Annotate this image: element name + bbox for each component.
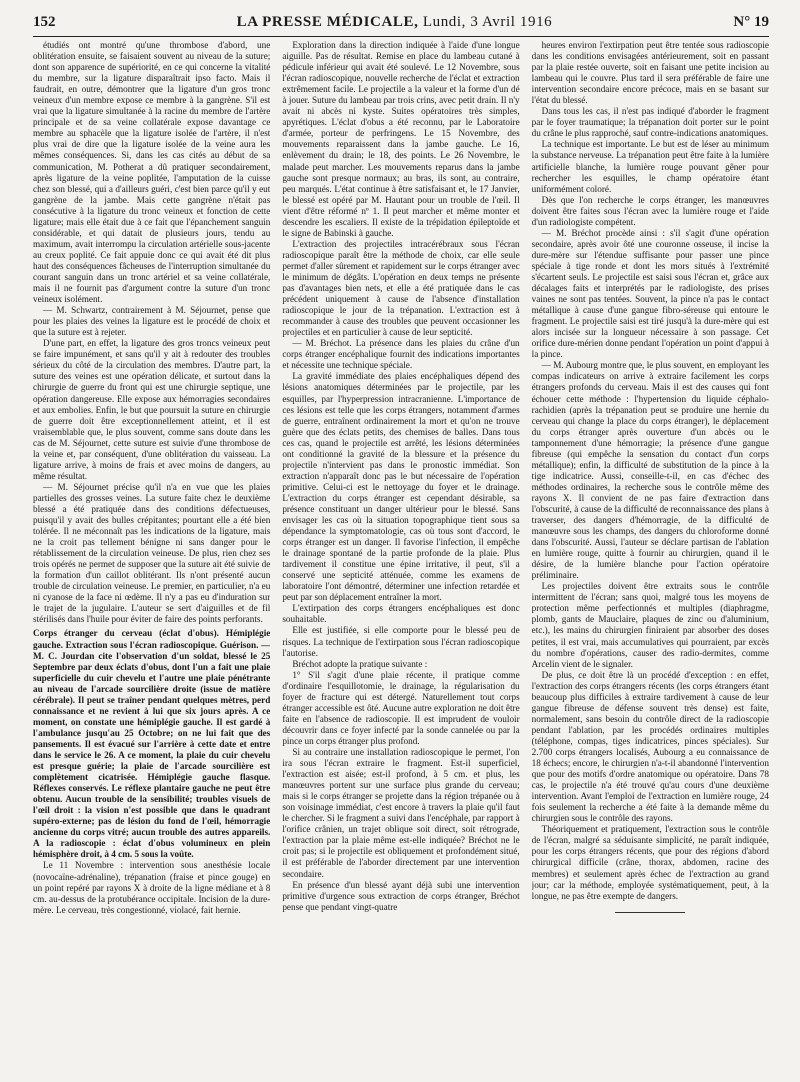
paragraph: Théoriquement et pratiquement, l'extraction sous le contrôle de l'écran, malgré sa séduisante simplicité, ne paraît indiquée, pour les corps étrangers récents, que pour des régions d'abord chirurgical difficile (crâne, thorax, abdomen, racine des membres) et seulement après échec de l'extraction au grand jour; car la méthode, employée systématiquement, peut, à la longue, ne pas être exempte de dangers. <box>531 824 769 901</box>
paragraph: En présence d'un blessé ayant déjà subi une intervention primitive d'urgence sous extraction de corps étranger, Bréchot pense que pendant vingt-quatre <box>282 879 520 912</box>
paragraph: — M. Séjournet précise qu'il n'a en vue que les plaies partielles des grosses veines. La suture faite chez le deuxième blessé a été pratiquée dans des conditions défectueuses, puisqu'il y avait des bulles crépitantes; pourtant elle a été bien tolérée. Il ne méconnaît pas les indications de la ligature, mais ne la croit pas tellement bénigne ni sans danger pour le rétablissement de la circulation veineuse. De plus, rien chez ses trois opérés ne permet de supposer que la suture ait été suivie de la formation d'un caillot oblitérant. Ils n'ont présenté aucun trouble de circulation veineuse. Le premier, en particulier, n'a eu ni cyanose de la face ni œdème. Il n'y a pas eu d'induration sur le trajet de la jugulaire. L'auteur se sert d'aiguilles et de fil stérilisés dans l'huile pour éviter de faire des points perforants. <box>33 481 271 625</box>
running-header <box>33 14 769 37</box>
paragraph: 1° S'il s'agit d'une plaie récente, il pratique comme d'ordinaire l'esquillotomie, le drainage, la régularisation du foyer de fracture qui est détergé. Naturellement tout corps étranger accessible est ôté. Aucune autre exploration ne doit être faite en l'absence de radioscopie. Il est imprudent de vouloir découvrir dans ce foyer infecté par la sonde cannelée ou par la pince un corps étranger plus profond. <box>282 669 520 746</box>
paragraph: De plus, ce doit être là un procédé d'exception : en effet, l'extraction des corps étrangers récents (les corps étrangers étant beaucoup plus difficiles à extraire tardivement à cause de leur gangue fibreuse de défense souvent très dense) est faite, normalement, sans besoin du contrôle direct de la radioscopie pendant l'ablation, par les procédés ordinaires multiples (téléphone, compas, tiges indicatrices, pinces spéciales). Sur 2.700 corps étrangers localisés, Aubourg a eu connaissance de 18 échecs; encore, le chirurgien n'a-t-il abandonné l'intervention que pour des motifs d'ordre anatomique ou opératoire. Dans 78 cas, le projectile n'a été trouvé qu'au cours d'une deuxième intervention. Avant l'emploi de l'extraction en lumière rouge, 24 fois seulement la recherche a été faite à la demande même du chirurgien sous le contrôle des rayons. <box>531 669 769 824</box>
paragraph: Dès que l'on recherche le corps étranger, les manœuvres doivent être faites sous l'écran avec la lumière rouge et l'aide d'un radiologiste compétent. <box>531 194 769 227</box>
journal-name: LA PRESSE MÉDICALE, <box>236 14 419 30</box>
journal-title-line <box>237 14 553 31</box>
paragraph: La gravité immédiate des plaies encéphaliques dépend des lésions anatomiques déterminées par le projectile, par les esquilles, par l'hyperpression intracranienne. L'importance de ces lésions est telle que les corps étrangers, notamment d'armes de guerre, entraînent ordinairement la mort et qu'on ne trouve guère que des éclats petits, des chemises de balles. Dans tous ces cas, quand le projectile est arrêté, les lésions déterminées ont conditionné la gravité de la blessure et la présence du projectile n'intervient pas dans le pronostic immédiat. Son extraction n'apparaît donc pas le but nécessaire de l'opération primitive. Celui-ci est le nettoyage du foyer et le drainage. L'extraction du corps étranger est cependant désirable, sa présence constituant un danger ultérieur pour le blessé. Sans envisager les cas où la situation topographique tient sous sa dépendance la symptomatologie, cas où tous sont d'accord, le corps étranger est un danger. Il favorise l'infection, il empêche le drainage spontané de la partie profonde de la plaie. Plus tardivement il constitue une épine irritative, il peut, s'il a conservé une septicité atténuée, comme les examens de laboratoire l'ont démontré, déterminer une infection retardée et peut par son déplacement entraîner la mort. <box>282 371 520 603</box>
page-number: 152 <box>33 14 56 30</box>
end-rule <box>615 912 685 913</box>
paragraph: Bréchot adopte la pratique suivante : <box>292 658 428 669</box>
paragraph: La technique est importante. Le but est de léser au minimum la substance nerveuse. La trépanation peut être faite à la lumière artificielle blanche, la lumière rouge pouvant gêner pour rechercher les esquilles, le champ opératoire étant uniformément coloré. <box>531 139 769 194</box>
column-1 <box>33 40 270 1070</box>
column-2 <box>282 40 519 1070</box>
paragraph: Le 11 Novembre : intervention sous anesthésie locale (novocaïne-adrénaline), trépanation (fraise et pince gouge) en un point repéré par rayons X à droite de la ligne médiane et à 8 cm. au-dessus de la protubérance occipitale. Incision de la dure-mère. Le cerveau, très congestionné, violacé, fait hernie. <box>33 860 271 915</box>
paragraph: Les projectiles doivent être extraits sous le contrôle intermittent de l'écran; sans quoi, malgré tous les moyens de protection même perfectionnés et multiples (diaphragme, plomb, gants de Mauclaire, plaques de zinc ou d'aluminium, etc.), les mains du chirurgien finiraient par absorber des doses petites, il est vrai, mais accumulatives qui pourraient, par excès du nombre d'opérations, causer des radio-dermites, comme Arcelin vient de le signaler. <box>531 581 769 669</box>
paragraph: Dans tous les cas, il n'est pas indiqué d'aborder le fragment par le foyer traumatique; la trépanation doit porter sur le point du crâne le plus rapproché, sauf contre-indications anatomiques. <box>531 106 769 139</box>
paragraph: Si au contraire une installation radioscopique le permet, l'on ira sous l'écran extraire le fragment. Est-il superficiel, l'extraction est aisée; est-il profond, à 5 cm. et plus, les manœuvres portent sur une surface plus grande du cerveau; mais si le corps étranger se projette dans la région trépanée ou à son voisinage immédiat, c'est encore à travers la plaie qu'il faut le chercher. Si le fragment a suivi dans l'encéphale, par rapport à l'orifice crânien, un trajet oblique soit direct, soit rétrograde, l'extraction par la plaie même est-elle indiquée? Bréchot ne le croit pas; si le projectile est obliquement et profondément situé, il est préférable de l'aborder directement par une intervention secondaire. <box>282 747 520 879</box>
paragraph: L'extirpation des corps étrangers encéphaliques est donc souhaitable. <box>282 603 520 625</box>
case-report-heading-paragraph: Corps étranger du cerveau (éclat d'obus). Hémiplégie gauche. Extraction sous l'écran radioscopique. Guérison. — M. C. Jourdan cite l'observation d'un soldat, blessé le 25 Septembre par deux éclats d'obus, dont l'un a fait une plaie superficielle du cuir chevelu et l'autre une plaie pénétrante au niveau de l'arcade sourcilière droite (issue de matière cérébrale). Il peut se traîner pendant quelques mètres, perd connaissance et ne revient à lui que six jours après. A ce moment, on constate une hémiplégie gauche. Il est gardé à l'ambulance jusqu'au 25 Octobre; on ne lui fait que des pansements. Il est évacué sur l'arrière à cette date et entre dans le service le 26. A ce moment, la plaie du cuir chevelu est presque guérie; la plaie de l'arcade sourcilière est complètement cicatrisée. Hémiplégie gauche flasque. Réflexes conservés. Le réflexe plantaire gauche ne peut être obtenu. Aucun trouble de la sensibilité; troubles visuels de l'œil droit : la vision n'est possible que dans le quadrant supéro-externe; pas de lésion du fond de l'œil, hémorragie ancienne du corps vitré; aucun trouble des autres appareils. A la radioscopie : éclat d'obus volumineux en plein hémisphère droit, à 4 cm. 5 sous la voûte. <box>33 628 271 860</box>
article-columns <box>33 40 769 1070</box>
paragraph: étudiés ont montré qu'une thrombose d'abord, une oblitération ensuite, se faisaient souvent au niveau de la suture; dont son apparence de supériorité, en ce qui concerne la vitalité du membre, sur la ligature disparaîtrait ipso facto. Mais il faudrait, en outre, démontrer que la ligature d'un gros tronc veineux d'un membre expose ce membre à la gangrène. S'il est vrai que la ligature simultanée à la racine du membre de l'artère principale et de sa veine collatérale expose davantage ce membre au sphacèle que la ligature isolée de l'artère, il n'est plus vrai de dire que la ligature isolée de la veine aura les mêmes conséquences. Si, dans les cas cités au début de sa communication, M. Potherat a dû pratiquer secondairement, après ligature de la veine poplitée, l'amputation de la cuisse chez son blessé, qui a d'ailleurs guéri, c'est bien parce qu'il y eut gangrène de la jambe. Mais cette gangrène n'était pas consécutive à la ligature du tronc veineux et fonction de cette ligature; mais elle était due à ce fait que l'épanchement sanguin considérable, et qui datait de plusieurs jours, tendu au maximum, avait interrompu la circulation artérielle sous-jacente au creux poplité. Ce fait appuie donc ce qui avait été dit plus haut des conséquences fâcheuses de l'interruption simultanée du courant sanguin dans un tronc artériel et sa veine collatérale, mais il ne fournit pas d'argument contre la suture d'un tronc veineux isolément. <box>33 40 271 305</box>
paragraph: Elle est justifiée, si elle comporte pour le blessé peu de risques. La technique de l'extirpation sous l'écran radioscopique l'autorise. <box>282 625 520 658</box>
paragraph: — M. Aubourg montre que, le plus souvent, en employant les compas indicateurs on arrive à extraire facilement les corps étrangers profonds du cerveau. Mais il est des causes qui font échouer cette méthode : l'hypertension du liquide céphalo-rachidien (après la trépanation peut se produire une hernie du cerveau qui change la place du corps étranger), le déplacement du corps étranger après ouverture d'un abcès ou le tamponnement d'une hémorragie; la présence d'une gangue fibreuse (qui empêche la sensation du contact d'un corps métallique); enfin, la difficulté de substitution de la pince à la tige indicatrice. Aussi, conseille-t-il, en cas d'échec des méthodes ordinaires, la recherche sous le contrôle même des rayons X. Il convient de ne pas faire d'extraction dans l'obscurité, à cause de la difficulté de reconnaissance des plans à traverser, des dangers d'hémorragie, de la difficulté de manœuvre sous les champs, des dangers du chloroforme donné dans l'obscurité. Aussi, l'auteur se déclare partisan de l'ablation en lumière rouge, quitte à fournir au chirurgien, quand il le désire, de la lumière blanche pour l'action opératoire préliminaire. <box>531 360 769 581</box>
paragraph: — M. Schwartz, contrairement à M. Séjournet, pense que pour les plaies des veines la ligature est le procédé de choix et que la suture est à rejeter. <box>33 305 271 338</box>
paragraph: — M. Bréchot procède ainsi : s'il s'agit d'une opération secondaire, après avoir ôté une couronne osseuse, il incise la dure-mère sur l'étendue suffisante pour passer une pince spéciale à tige ronde et dont les mors situés à l'extrémité s'écartent seuls. Le projectile est saisi sous l'écran et, grâce aux décalages faits et interprétés par le radiologiste, des prises vaines ne sont pas tentées. Souvent, la pince n'a pas le contact métallique à cause d'une gangue fibro-séreuse qui entoure le fragment. Le projectile saisi est tiré jusqu'à la dure-mère qui est alors incisée sur la longueur nécessaire à son passage. Cet orifice dure-mérien donne pendant l'opération un point d'appui à la pince. <box>531 227 769 360</box>
paragraph: — M. Bréchot. La présence dans les plaies du crâne d'un corps étranger encéphalique fournit des indications importantes et nécessite une technique spéciale. <box>282 338 520 371</box>
issue-date: Lundi, 3 Avril 1916 <box>422 14 553 30</box>
paragraph: L'extraction des projectiles intracérébraux sous l'écran radioscopique paraît être la méthode de choix, car elle seule permet d'aller sûrement et rapidement sur le corps étranger avec le minimum de dégâts. L'opération en deux temps ne présente pas d'avantages bien nets, et elle a été pratiquée dans le cas précédent uniquement à cause de l'absence d'installation radioscopique le jour de la trépanation. L'extraction est à recommander à cause des troubles que peuvent occasionner les projectiles et en particulier à cause de leur septicité. <box>282 238 520 338</box>
paragraph: D'une part, en effet, la ligature des gros troncs veineux peut se faire impunément, et sans qu'il y ait à redouter des troubles sérieux du côté de la circulation des membres. D'autre part, la suture des veines est une opération délicate, et surtout dans la chirurgie de guerre du front qui est une chirurgie septique, une opération dangereuse. Elle expose aux hémorragies secondaires et aux embolies. Enfin, le but que poursuit la suture en chirurgie de guerre doit être exceptionnellement atteint, et il est vraisemblable que, le plus souvent, comme sans doute dans les cas de M. Séjournet, cette suture est suivie d'une thrombose de la veine et, par conséquent, d'une oblitération du vaisseau. La ligature arrive, à moins de frais et avec moins de dangers, au même résultat. <box>33 338 271 481</box>
issue-number: N° 19 <box>733 14 769 30</box>
paragraph: Exploration dans la direction indiquée à l'aide d'une longue aiguille. Pas de résultat. Remise en place du lambeau cutané à pédicule inférieur qui avait été soulevé. Le 12 Novembre, sous l'écran radioscopique, nouvelle recherche de l'éclat et extraction extrêmement facile. Le projectile a la valeur et la forme d'un dé à jouer. Suture du lambeau par trois crins, avec petit drain. Il n'y avait ni abcès ni kyste. Suites opératoires très simples, apyrétiques. L'éclat d'obus a été reconnu, par le Laboratoire d'armée, porteur de perfringens. Le 15 Novembre, des mouvements reparaissent dans la jambe gauche. Le 16, enlèvement du drain; le 18, des points. Le 26 Novembre, le malade peut marcher. Les mouvements reparus dans la jambe gauche sont presque normaux; au bras, ils sont, au contraire, peu marqués. L'état continue à être satisfaisant et, le 17 Janvier, le blessé est opéré par M. Hautant pour un trouble de l'œil. Il vient d'être réformé nº 1. Il peut marcher et même monter et descendre les escaliers. Il existe de la trépidation épileptoïde et le signe de Babinski à gauche. <box>282 40 520 238</box>
column-3 <box>532 40 769 1070</box>
paragraph: heures environ l'extirpation peut être tentée sous radioscopie dans les conditions envisagées antérieurement, soit en passant par la plaie restée ouverte, soit en faisant une petite incision au lambeau qui le couvre. Plus tard il sera préférable de faire une intervention secondaire encore précoce, mais en se basant sur l'état du blessé. <box>531 40 769 106</box>
